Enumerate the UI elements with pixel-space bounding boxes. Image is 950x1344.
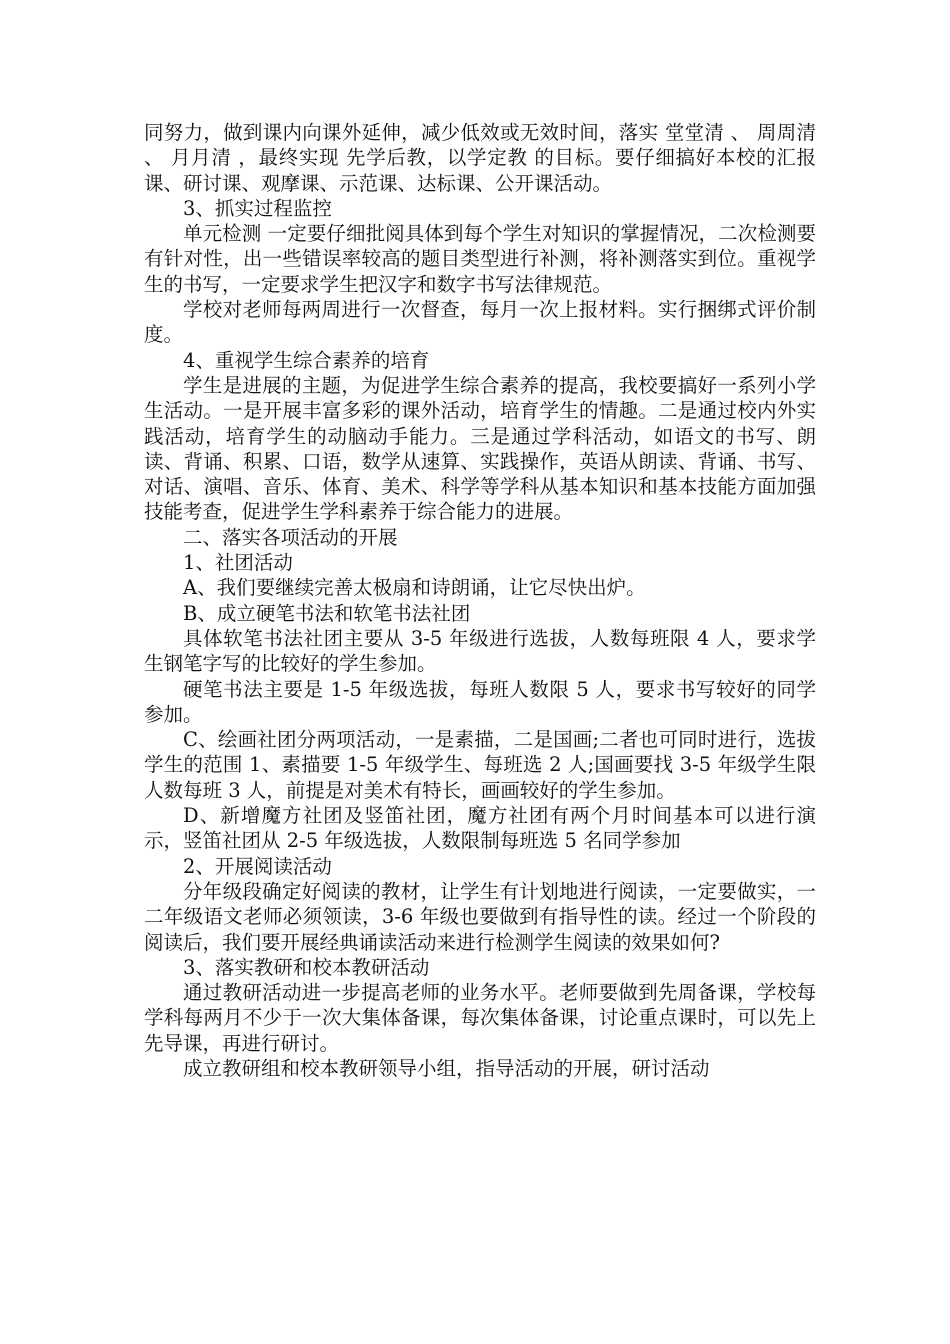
section-heading: 2、开展阅读活动	[183, 854, 332, 878]
list-item: A、我们要继续完善太极扇和诗朗诵，让它尽快出炉。	[183, 576, 646, 600]
paragraph: 通过教研活动进一步提高老师的业务水平。老师要做到先周备课，学校每学科每两月不少于一次大集体备课，每次集体备课，讨论重点课时，可以先上先导课，再进行研讨。	[144, 981, 816, 1055]
list-item: B、成立硬笔书法和软笔书法社团	[183, 601, 471, 625]
paragraph: 学校对老师每两周进行一次督查，每月一次上报材料。实行捆绑式评价制度。	[144, 298, 816, 347]
section-heading: 1、社团活动	[183, 551, 293, 575]
section-heading: 3、抓实过程监控	[183, 196, 332, 220]
list-item: C、绘画社团分两项活动，一是素描，二是国画;二者也可同时进行，选拔学生的范围 1、素描要 1-5 年级学生、每班选 2 人;国画要找 3-5 年级学生限人数每班 3 人，前提是对美术有特长，画画较好的学生参加。	[144, 728, 816, 802]
list-item: D、新增魔方社团及竖笛社团，魔方社团有两个月时间基本可以进行演示，竖笛社团从 2-5 年级选拔，人数限制每班选 5 名同学参加	[144, 804, 816, 853]
paragraph: 具体软笔书法社团主要从 3-5 年级进行选拔，人数每班限 4 人，要求学生钢笔字写的比较好的学生参加。	[144, 626, 816, 676]
paragraph: 成立教研组和校本教研领导小组，指导活动的开展，研讨活动	[183, 1056, 710, 1080]
paragraph: 分年级段确定好阅读的教材，让学生有计划地进行阅读，一定要做实，一二年级语文老师必须领读，3-6 年级也要做到有指导性的读。经过一个阶段的阅读后，我们要开展经典诵读活动来进行检测学生阅读的效果如何?	[144, 879, 816, 954]
section-heading: 3、落实教研和校本教研活动	[183, 955, 430, 979]
paragraph: 同努力，做到课内向课外延伸，减少低效或无效时间，落实 堂堂清 、 周周清 、 月月清 ，最终实现 先学后教，以学定教 的目标。要仔细搞好本校的汇报课、研讨课、观摩课、示范课、达标课、公开课活动。	[144, 121, 816, 195]
section-heading: 二、落实各项活动的开展	[183, 525, 398, 549]
document-page	[144, 120, 816, 1081]
paragraph: 硬笔书法主要是 1-5 年级选拔，每班人数限 5 人，要求书写较好的同学参加。	[144, 677, 816, 726]
paragraph: 学生是进展的主题，为促进学生综合素养的提高，我校要搞好一系列小学生活动。一是开展丰富多彩的课外活动，培育学生的情趣。二是通过校内外实践活动，培育学生的动脑动手能力。三是通过学科活动，如语文的书写、朗读、背诵、积累、口语，数学从速算、实践操作，英语从朗读、背诵、书写、对话、演唱、音乐、体育、美术、科学等学科从基本知识和基本技能方面加强技能考查，促进学生学科素养于综合能力的进展。	[144, 373, 816, 524]
paragraph: 单元检测 一定要仔细批阅具体到每个学生对知识的掌握情况，二次检测要有针对性，出一些错误率较高的题目类型进行补测，将补测落实到位。重视学生的书写，一定要求学生把汉字和数字书写法律规范。	[144, 222, 816, 296]
section-heading: 4、重视学生综合素养的培育	[183, 348, 430, 372]
